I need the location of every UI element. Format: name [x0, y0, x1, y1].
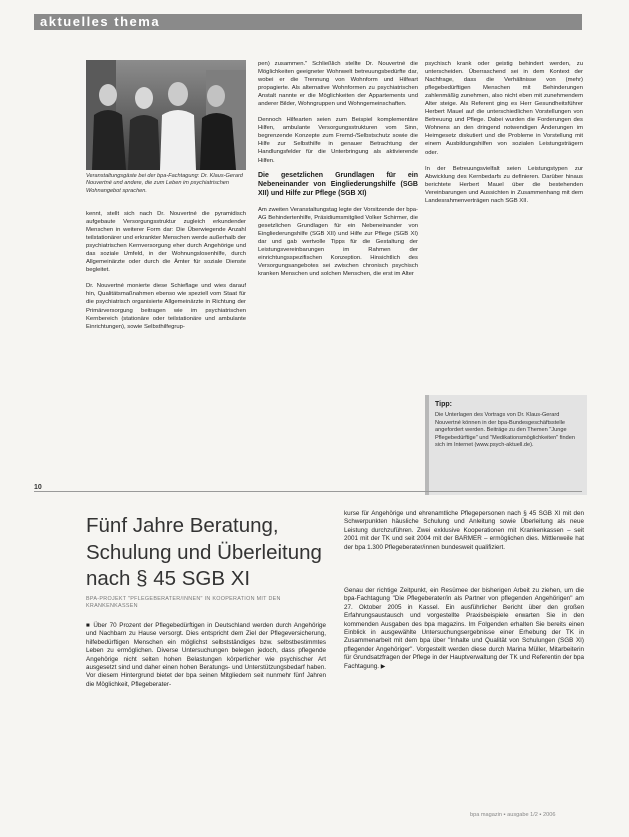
paragraph: Dr. Nouvertné monierte diese Schieflage und wies darauf hin, Qualitätsmaßnahmen ebenso wie speziell vom Staat für die psychiatrisch organisierte Allgemeinärzte in Richtung der Primärversorgung beitragen wie im psychiatrischen Kernbereich (stationäre oder teilstationäre und ambulante Einrichtungen), sowie Selbsthilfegrup- — [86, 283, 246, 330]
page-number: 10 — [34, 484, 42, 491]
column-2 — [258, 60, 418, 278]
tip-title: Tipp: — [435, 401, 452, 408]
bullet-icon: ■ — [86, 622, 94, 629]
right-text: Genau der richtige Zeitpunkt, ein Resümee der bisherigen Arbeit zu ziehen, um die bpa-Fachtagung "Die Pflegeberater/in als Partner von pflegenden Angehörigen" am 27. Oktober 2005 in Kassel. Ein ausführlicher Bericht über den großen Erfahrungsaustausch und vorgestellte Praxisbeispiele erwarten Sie in den kommenden Ausgaben des bpa magazins. Im Folgenden erhalten Sie bereits einen Einblick in ausgewählte Untersuchungsergebnisse einer Erhebung der TK in Zusammenarbeit mit dem bpa über "Inhalte und Qualität von Schulungen (SGB XI) pflegender Angehöriger". Vorgestellt werden diese durch Marina Müller, Mitarbeiterin für Grundsatzfragen der Pflege in der Hauptverwaltung der TK und Referentin der bpa Fachtagung. — [344, 587, 584, 670]
article-lede — [86, 622, 326, 689]
article-headline: Fünf Jahre Beratung, Schulung und Überleitung nach § 45 SGB XI — [86, 514, 322, 590]
paragraph: kennt, stellt sich nach Dr. Nouvertné die pyramidisch aufgebaute Versorgungsstruktur zugleich erkundender Menschen in weiterer Form dar: Die Überwiegende Anzahl teilstationärer und erkrankter Menschen werde außerhalb der psychiatrischen Kernversorgung eher durch Angehörige und das soziale Umfeld, in der Wohnungslosenhilfe, durch Allgemeinärzte oder durch die Ämter für soziale Dienste begleitet. — [86, 211, 246, 274]
article-byline: BPA-PROJEKT "PFLEGEBERATER/INNEN" IN KOOPERATION MIT DEN KRANKENKASSEN — [86, 596, 281, 609]
tip-box — [425, 395, 587, 495]
paragraph: Dennoch Hilfearten seien zum Beispiel komplementäre Hilfen, ambulante Versorgungsstrukturen vom Sinn, begrenzende Konzepte zum Fremd-/Selbstschutz sowie die Hilfe zur Selbsthilfe in genauer Betrachtung der Handlungsfelder für die Unterbringung als aktivierende Hilfen. — [258, 117, 418, 164]
section-title: aktuelles thema — [40, 14, 161, 29]
subheading: Die gesetzlichen Grundlagen für ein Nebeneinander von Eingliederungshilfe (SGB XII) und Hilfe zur Pflege (SGB XI) — [258, 171, 418, 197]
end-mark-icon: ▶ — [380, 663, 386, 670]
article-right-paragraph-1: kurse für Angehörige und ehrenamtliche Pflegepersonen nach § 45 SGB XI mit den Schwerpunkten häusliche Schulung und Anleitung sowie Überleitung als neue Leistung durchzuführen. Zwei exklusive Kooperationen mit Krankenkassen – seit 2001 mit der TK und seit 2004 mit der BARMER – ermöglichen dies. Mittlerweile hat der bpa 1.300 Pflegeberater/innen bundesweit qualifiziert. — [344, 510, 584, 551]
section-header — [34, 14, 582, 30]
paragraph: Am zweiten Veranstaltungstag legte der Vorsitzende der bpa-AG Behindertenhilfe, Präsidiumsmitglied Volker Schirmer, die gesetzlichen Grundlagen für ein Nebeneinander von Eingliederungshilfe (SGB XII) und Hilfe zur Pflege (SGB XI) dar und gab wertvolle Tipps für die Gestaltung der Leistungsvereinbarungen im Rahmen der einrichtungsspezifischen Konzeption. Hinsichtlich des Versorgungsangebotes sei zwischen chronisch psychisch kranken Menschen und solchen Menschen, die erst im Alter — [258, 206, 418, 277]
column-3 — [425, 60, 583, 205]
paragraph: psychisch krank oder geistig behindert werden, zu unterscheiden. Überraschend sei in dem Kontext der Nachfrage, dass die Verhältnisse von (mehr) pflegebedürftigen Menschen mit Behinderungen zahlenmäßig zunehmen, also nicht eben mit zunehmendem Alter steige. Als Referent ging es Herr Gesundheitsführer Herbert Mauel auf die unterschiedlichen Vorstellungen von Betreuung und Pflege. Dabei wurden die Forderungen des Wohnens an den dringend notwendigen Änderungen im Heimgesetz diskutiert und die Probleme in Vorstellung mit einem Ausbildungshilfen von sozialen Leistungsträgern oder. — [425, 61, 583, 156]
paragraph: pen) zusammen." Schließlich stellte Dr. Nouvertné die Möglichkeiten geeigneter Wohnwelt betreuungsbedürfte dar, wobei er die Trennung von Wohnform und Hilfeart propagierte. Als alternative Wohnformen zu psychiatrischen Anstalt nannte er die Möglichkeiten der Appartements und anderer Bilder, Wohngruppen und Wohngemeinschaften. — [258, 61, 418, 108]
divider — [34, 491, 582, 492]
column-1 — [86, 210, 246, 331]
paragraph: In der Betreuungsvielfalt seien Leistungstypen zur Abwicklung des Kernbedarfs zu definieren. Darüber hinaus berichtete Herbert Mauel über die bestehenden Vereinbarungen und Aussichten in Zusammenhang mit dem Landesrahmenverträgen nach SGB XII. — [425, 165, 583, 204]
tip-text: Die Unterlagen des Vortrags von Dr. Klaus-Gerard Nouvertné können in der bpa-Bundesgeschäftsstelle angefordert werden. Beiträge zu den Themen "Junge Pflegebedürftige" und "Medikationsmöglichkeiten" finden sich im Internet (www.psych-aktuell.de). — [435, 412, 575, 449]
article-right-paragraph-2 — [344, 587, 584, 671]
photo-image — [86, 60, 246, 170]
group-photo — [86, 60, 246, 170]
page-footer: bpa magazin ▪ ausgabe 1/2 ▪ 2006 — [470, 812, 556, 818]
photo-caption: Veranstaltungsgäste bei der bpa-Fachtagung: Dr. Klaus-Gerard Nouvertné und andere, die zum Leben im psychiatrischen Wohnangebot sprachen. — [86, 173, 243, 194]
lede-text: Über 70 Prozent der Pflegebedürftigen in Deutschland werden durch Angehörige und Nachbarn zu Hause versorgt. Dies entspricht dem Ziel der Pflegeversicherung, hilfebedürftigen Menschen ein möglichst selbstständiges bzw. selbstbestimmtes Leben zu ermöglichen. Diverse Untersuchungen belegen jedoch, dass pflegende Angehörige nicht selten hohen Belastungen körperlicher wie psychischer Art ausgesetzt sind und daher einen hohen Beratungs- und Unterstützungsbedarf haben. Vor diesem Hintergrund bietet der bpa seinen Mitgliedern seit nunmehr fünf Jahren die Möglichkeit, Pflegeberater- — [86, 622, 326, 688]
